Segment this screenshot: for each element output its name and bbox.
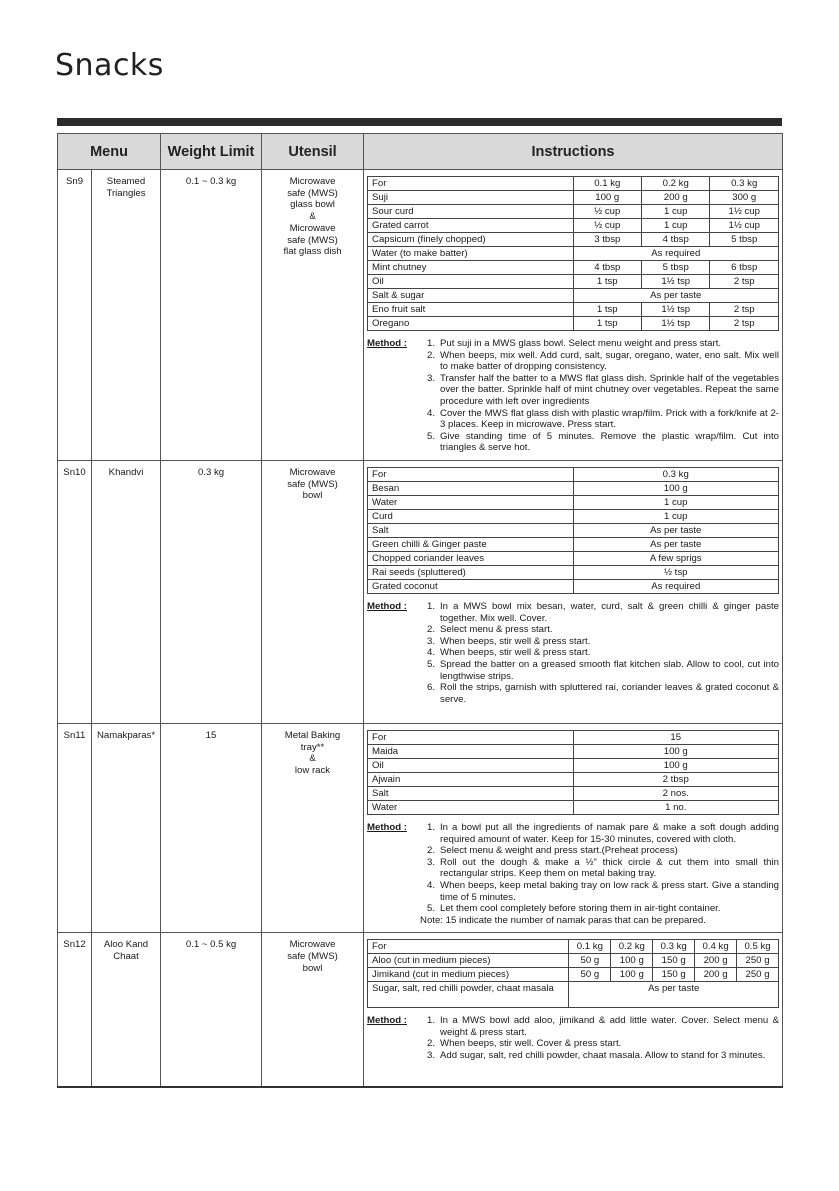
instructions — [364, 460, 783, 723]
method-step — [420, 880, 779, 903]
ingredient-label: Capsicum (finely chopped) — [368, 233, 574, 247]
ingredient-quantity: 1 tsp — [573, 317, 641, 331]
ingredient-label: Aloo (cut in medium pieces) — [368, 954, 569, 968]
method-section — [367, 601, 779, 705]
ingredient-label: Jimikand (cut in medium pieces) — [368, 968, 569, 982]
ingredient-row — [368, 467, 779, 481]
ingredient-quantity: 15 — [573, 730, 779, 744]
method-step — [420, 636, 779, 648]
ingredient-label: Grated carrot — [368, 219, 574, 233]
method-label: Method : — [367, 600, 407, 612]
recipe-row-sn11 — [58, 723, 783, 932]
method-steps — [420, 338, 779, 454]
ingredient-quantity: ½ cup — [573, 205, 641, 219]
ingredient-quantity: 0.3 kg — [710, 177, 779, 191]
method-step — [420, 822, 779, 845]
step-text: Put suji in a MWS glass bowl. Select menu weight and press start. — [440, 338, 722, 349]
utensil-line: & — [309, 753, 316, 765]
method-steps — [420, 601, 779, 705]
ingredient-quantity: 150 g — [653, 968, 695, 982]
step-number: 2. — [427, 349, 436, 361]
ingredient-label: Salt & sugar — [368, 289, 574, 303]
menu-name-line: Namakparas* — [96, 729, 156, 741]
step-text: Roll the strips, garnish with spluttered rai, coriander leaves & grated coconut & serve. — [440, 682, 779, 705]
menu-code: Sn10 — [58, 460, 92, 723]
step-text: When beeps, mix well. Add curd, salt, sugar, oregano, water, eno salt. Mix well to make batter of dropping consistency. — [440, 349, 779, 373]
ingredient-quantity: 2 tsp — [710, 275, 779, 289]
ingredient-label: Oil — [368, 758, 573, 772]
ingredient-label: Water — [368, 800, 573, 814]
ingredient-quantity: A few sprigs — [573, 551, 779, 565]
title-divider — [57, 118, 782, 126]
ingredient-quantity: 6 tbsp — [710, 261, 779, 275]
ingredient-row — [368, 954, 779, 968]
ingredient-quantity: 1 cup — [573, 495, 779, 509]
instructions — [364, 723, 783, 932]
ingredient-row — [368, 800, 779, 814]
utensil-line: Microwave — [289, 222, 336, 234]
ingredient-label: For — [368, 940, 569, 954]
step-number: 6. — [427, 682, 436, 694]
ingredient-quantity: 2 tsp — [710, 303, 779, 317]
ingredient-row — [368, 551, 779, 565]
ingredient-row — [368, 289, 779, 303]
menu-name — [92, 933, 161, 1087]
ingredient-label: Water (to make batter) — [368, 247, 574, 261]
utensil-line: safe (MWS) — [287, 187, 338, 199]
method-label: Method : — [367, 1015, 407, 1027]
ingredient-label: Rai seeds (spluttered) — [368, 565, 573, 579]
ingredient-quantity: 100 g — [573, 758, 779, 772]
utensil-line: Microwave — [289, 939, 336, 951]
ingredient-quantity: 150 g — [653, 954, 695, 968]
ingredient-quantity: 300 g — [710, 191, 779, 205]
ingredient-quantity: 200 g — [642, 191, 710, 205]
weight-limit: 15 — [161, 723, 262, 932]
step-number: 4. — [427, 879, 436, 891]
ingredient-label: Chopped coriander leaves — [368, 551, 573, 565]
utensil-line: Microwave — [289, 466, 336, 478]
ingredient-quantity: 100 g — [611, 954, 653, 968]
ingredient-label: Sour curd — [368, 205, 574, 219]
ingredient-quantity: ½ cup — [573, 219, 641, 233]
step-number: 3. — [427, 1050, 436, 1062]
ingredient-label: Mint chutney — [368, 261, 574, 275]
ingredient-row — [368, 261, 779, 275]
ingredient-quantity: 200 g — [695, 968, 737, 982]
instructions — [364, 933, 783, 1087]
step-number: 2. — [427, 624, 436, 636]
step-number: 3. — [427, 372, 436, 384]
ingredient-quantity: As per taste — [573, 523, 779, 537]
step-number: 1. — [427, 1015, 436, 1027]
ingredient-row — [368, 317, 779, 331]
ingredient-label: Salt — [368, 523, 573, 537]
step-text: When beeps, keep metal baking tray on low rack & press start. Give a standing time of 5 minutes. — [440, 879, 779, 903]
ingredient-quantity: 50 g — [569, 954, 611, 968]
ingredient-row — [368, 303, 779, 317]
method-step — [420, 601, 779, 624]
step-number: 2. — [427, 1038, 436, 1050]
ingredient-quantity: 1½ tsp — [642, 303, 710, 317]
ingredient-row — [368, 744, 779, 758]
ingredient-quantity: 1½ tsp — [642, 317, 710, 331]
ingredient-quantity: 2 nos. — [573, 786, 779, 800]
ingredient-label: For — [368, 730, 573, 744]
utensil-line: & — [309, 211, 316, 223]
ingredient-quantity: 100 g — [611, 968, 653, 982]
step-number: 1. — [427, 600, 436, 612]
ingredient-label: Eno fruit salt — [368, 303, 574, 317]
ingredient-label: For — [368, 177, 574, 191]
step-number: 3. — [427, 635, 436, 647]
ingredient-quantity: As required — [573, 579, 779, 593]
method-section — [367, 1015, 779, 1061]
step-number: 3. — [427, 856, 436, 868]
ingredient-row — [368, 177, 779, 191]
utensil-line: safe (MWS) — [287, 234, 338, 246]
method-note: Note: 15 indicate the number of namak paras that can be prepared. — [420, 914, 706, 926]
menu-name-line: Steamed — [106, 176, 146, 187]
page-title: Snacks — [55, 48, 164, 83]
step-text: Add sugar, salt, red chilli powder, chaat masala. Allow to stand for 3 minutes. — [440, 1050, 766, 1062]
recipe-row-sn12 — [58, 933, 783, 1087]
ingredient-label: For — [368, 467, 573, 481]
utensil-line: bowl — [302, 962, 323, 974]
ingredient-row — [368, 495, 779, 509]
method-step — [420, 647, 779, 659]
ingredient-row — [368, 205, 779, 219]
weight-limit: 0.1 ~ 0.5 kg — [161, 933, 262, 1087]
ingredient-quantity: 0.2 kg — [611, 940, 653, 954]
ingredient-row — [368, 565, 779, 579]
utensil-line: flat glass dish — [283, 246, 342, 258]
snacks-table — [57, 133, 783, 1088]
ingredient-label: Besan — [368, 481, 573, 495]
utensil — [262, 933, 364, 1087]
step-number: 1. — [427, 821, 436, 833]
ingredient-quantity: 1 tsp — [573, 275, 641, 289]
ingredient-row — [368, 758, 779, 772]
weight-limit: 0.1 ~ 0.3 kg — [161, 170, 262, 461]
ingredient-quantity: 3 tbsp — [573, 233, 641, 247]
ingredient-quantity: 100 g — [573, 744, 779, 758]
ingredient-quantity: 0.3 kg — [573, 467, 779, 481]
step-text: Spread the batter on a greased smooth flat kitchen slab. Allow to cool, cut into lengthwise strips. — [440, 658, 779, 682]
step-text: In a bowl put all the ingredients of namak pare & make a soft dough adding required amount of water. Keep for 15-30 minutes, covered with cloth. — [440, 821, 779, 845]
utensil-line: tray** — [300, 741, 325, 753]
method-step — [420, 845, 779, 857]
header-row — [58, 134, 783, 170]
ingredient-quantity: As per taste — [573, 289, 778, 303]
method-step — [420, 350, 779, 373]
ingredient-quantity: 1½ tsp — [642, 275, 710, 289]
ingredient-quantity: 1 no. — [573, 800, 779, 814]
ingredient-quantity: 0.1 kg — [569, 940, 611, 954]
ingredient-label: Oregano — [368, 317, 574, 331]
ingredient-row — [368, 537, 779, 551]
method-step — [420, 338, 779, 350]
menu-name — [92, 723, 161, 932]
step-number: 4. — [427, 647, 436, 659]
ingredient-quantity: As required — [573, 247, 778, 261]
utensil-line: safe (MWS) — [287, 478, 338, 490]
utensil — [262, 170, 364, 461]
method-label: Method : — [367, 821, 407, 833]
ingredient-quantity: 250 g — [737, 968, 779, 982]
method-step — [420, 682, 779, 705]
header-utensil: Utensil — [262, 134, 364, 170]
ingredient-row — [368, 191, 779, 205]
ingredient-quantity: 250 g — [737, 954, 779, 968]
ingredient-quantity: 1 cup — [642, 219, 710, 233]
ingredient-row — [368, 247, 779, 261]
instructions — [364, 170, 783, 461]
method-steps — [420, 1015, 779, 1061]
header-weight-limit: Weight Limit — [161, 134, 262, 170]
ingredient-quantity: 0.5 kg — [737, 940, 779, 954]
header-instructions: Instructions — [364, 134, 783, 170]
utensil-line: Microwave — [289, 176, 336, 187]
method-label: Method : — [367, 338, 407, 349]
step-text: When beeps, stir well & press start. — [440, 647, 591, 659]
step-text: Select menu & weight and press start.(Preheat process) — [440, 845, 678, 857]
method-step — [420, 659, 779, 682]
ingredient-label: Salt — [368, 786, 573, 800]
utensil-line: glass bowl — [290, 199, 335, 211]
ingredient-label: Curd — [368, 509, 573, 523]
step-number: 2. — [427, 845, 436, 857]
utensil — [262, 460, 364, 723]
step-text: When beeps, stir well. Cover & press start. — [440, 1038, 622, 1050]
ingredient-quantity: 1 cup — [573, 509, 779, 523]
step-number: 5. — [427, 430, 436, 442]
ingredient-row — [368, 730, 779, 744]
ingredient-row — [368, 233, 779, 247]
ingredient-row — [368, 509, 779, 523]
ingredient-quantity: 2 tbsp — [573, 772, 779, 786]
ingredient-label: Water — [368, 495, 573, 509]
method-step — [420, 408, 779, 431]
ingredient-quantity: 1½ cup — [710, 219, 779, 233]
ingredient-label: Sugar, salt, red chilli powder, chaat masala — [368, 982, 569, 1008]
ingredients-table — [367, 939, 779, 1008]
ingredient-quantity: 5 tbsp — [642, 261, 710, 275]
utensil-line: bowl — [302, 490, 323, 502]
ingredient-quantity: As per taste — [569, 982, 779, 1008]
ingredient-label: Grated coconut — [368, 579, 573, 593]
ingredient-quantity: 100 g — [573, 191, 641, 205]
ingredient-quantity: 1 cup — [642, 205, 710, 219]
menu-code: Sn9 — [58, 170, 92, 461]
ingredient-quantity: 1 tsp — [573, 303, 641, 317]
step-text: Roll out the dough & make a ½" thick circle & cut them into small thin rectangular strips. Keep them on metal baking tray. — [440, 856, 779, 880]
recipe-row-sn10 — [58, 460, 783, 723]
ingredient-quantity: 200 g — [695, 954, 737, 968]
ingredient-row — [368, 219, 779, 233]
utensil-line: safe (MWS) — [287, 950, 338, 962]
menu-name — [92, 170, 161, 461]
step-text: In a MWS bowl mix besan, water, curd, salt & green chilli & ginger paste together. Mix well. Cover. — [440, 600, 779, 624]
menu-name-line: Aloo Kand — [103, 939, 149, 951]
ingredient-quantity: 4 tbsp — [642, 233, 710, 247]
utensil-line: low rack — [294, 765, 331, 777]
ingredient-quantity: 0.3 kg — [653, 940, 695, 954]
method-step — [420, 624, 779, 636]
menu-name-line: Khandvi — [108, 466, 144, 478]
ingredient-row — [368, 968, 779, 982]
ingredient-quantity: ½ tsp — [573, 565, 779, 579]
ingredient-label: Oil — [368, 275, 574, 289]
ingredient-row — [368, 772, 779, 786]
step-text: Let them cool completely before storing them in air-tight container. — [440, 903, 721, 915]
step-number: 5. — [427, 658, 436, 670]
ingredients-table — [367, 467, 779, 594]
menu-name-line: Chaat — [113, 950, 139, 962]
ingredient-quantity: 5 tbsp — [710, 233, 779, 247]
ingredient-quantity: 0.4 kg — [695, 940, 737, 954]
ingredient-label: Maida — [368, 744, 573, 758]
step-text: When beeps, stir well & press start. — [440, 635, 591, 647]
ingredient-row — [368, 523, 779, 537]
ingredient-row — [368, 982, 779, 1008]
method-step — [420, 903, 779, 915]
method-section — [367, 338, 779, 454]
ingredient-label: Green chilli & Ginger paste — [368, 537, 573, 551]
utensil — [262, 723, 364, 932]
method-step — [420, 1015, 779, 1038]
step-text: Give standing time of 5 minutes. Remove the plastic wrap/film. Cut into triangles & serve hot. — [440, 430, 779, 454]
method-step — [420, 1050, 779, 1062]
ingredient-quantity: 0.2 kg — [642, 177, 710, 191]
menu-code: Sn11 — [58, 723, 92, 932]
menu-code: Sn12 — [58, 933, 92, 1087]
ingredients-table — [367, 730, 779, 815]
ingredient-quantity: 100 g — [573, 481, 779, 495]
ingredient-row — [368, 481, 779, 495]
recipe-row-sn9 — [58, 170, 783, 461]
header-menu: Menu — [58, 134, 161, 170]
menu-name — [92, 460, 161, 723]
ingredient-quantity: 1½ cup — [710, 205, 779, 219]
ingredient-row — [368, 940, 779, 954]
weight-limit: 0.3 kg — [161, 460, 262, 723]
ingredient-row — [368, 786, 779, 800]
method-section — [367, 822, 779, 926]
ingredient-row — [368, 579, 779, 593]
method-step — [420, 857, 779, 880]
ingredient-quantity: As per taste — [573, 537, 779, 551]
step-text: Transfer half the batter to a MWS flat glass dish. Sprinkle half of the vegetables over the batter. Sprinkle half of mint chutney over vegetables. Repeat the same procedure with left over ingredients — [440, 372, 779, 407]
ingredients-table — [367, 176, 779, 331]
ingredient-quantity: 2 tsp — [710, 317, 779, 331]
ingredient-quantity: 0.1 kg — [573, 177, 641, 191]
step-number: 4. — [427, 407, 436, 419]
step-number: 1. — [427, 338, 436, 349]
step-text: Select menu & press start. — [440, 624, 553, 636]
method-step — [420, 1038, 779, 1050]
method-steps — [420, 822, 779, 926]
method-step — [420, 373, 779, 408]
menu-name-line: Triangles — [106, 187, 146, 199]
method-step — [420, 431, 779, 454]
ingredient-row — [368, 275, 779, 289]
step-number: 5. — [427, 903, 436, 915]
utensil-line: Metal Baking — [284, 729, 341, 741]
ingredient-quantity: 50 g — [569, 968, 611, 982]
ingredient-label: Ajwain — [368, 772, 573, 786]
step-text: In a MWS bowl add aloo, jimikand & add little water. Cover. Select menu & weight & press start. — [440, 1015, 779, 1038]
ingredient-label: Suji — [368, 191, 574, 205]
ingredient-quantity: 4 tbsp — [573, 261, 641, 275]
step-text: Cover the MWS flat glass dish with plastic wrap/film. Prick with a fork/knife at 2-3 places. Keep in microwave. Press start. — [440, 407, 779, 431]
